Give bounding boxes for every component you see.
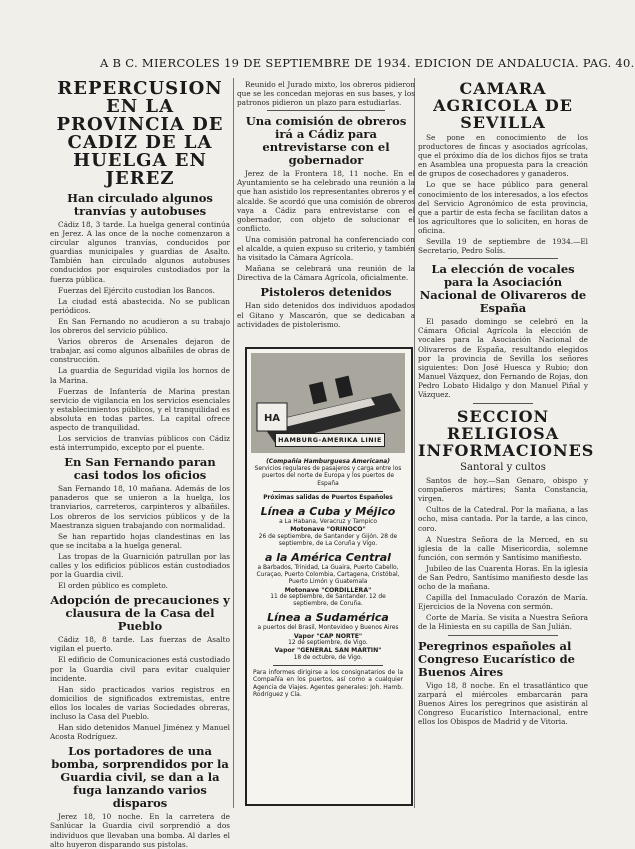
divider xyxy=(273,491,383,492)
paragraph: Jubileo de las Cuarenta Horas. En la iglesia de San Pedro, Santísimo manifiesto desde las ocho de la mañana. xyxy=(418,563,588,592)
subhead-san-fernando: En San Fernando paran casi todos los oficios xyxy=(64,455,216,483)
departures-heading: Próximas salidas de Puertos Españoles xyxy=(263,494,393,501)
headline-huelga-jerez: REPERCUSION EN LA PROVINCIA DE CADIZ DE LA HUELGA EN JEREZ xyxy=(56,78,224,189)
paragraph: Las tropas de la Guarnición patrullan por las calles y los edificios públicos están custodiados por la Guardia civil. xyxy=(50,551,230,580)
paragraph: El edificio de Comunicaciones está custodiado por la Guardia civil para evitar cualquier incidente. xyxy=(50,655,230,683)
subhead-bomba: Los portadores de una bomba, sorprendidos por la Guardia civil, se dan a la fuga lanzando varios disparos xyxy=(51,744,229,811)
departure-dates: 12 de septiembre, de Vigo. xyxy=(288,640,368,647)
divider xyxy=(273,665,383,666)
subhead-olivareros: La elección de vocales para la Asociación Nacional de Olivareros de España xyxy=(419,262,587,316)
paragraph: Los servicios de tranvías públicos con Cádiz está interrumpido, excepto por el puente. xyxy=(50,434,230,453)
route-cuba-mejico: Línea a Cuba y Méjico xyxy=(260,505,396,519)
paragraph: Varios obreros de Arsenales dejaron de trabajar, así como algunos albañiles de obras de construcción. xyxy=(50,337,230,365)
subhead-peregrinos: Peregrinos españoles al Congreso Eucarístico de Buenos Aires xyxy=(418,638,575,679)
paragraph: Han sido detenidos Manuel Jiménez y Manuel Acosta Rodríguez. xyxy=(50,723,230,742)
agents-note: Para informes dirigirse a los consignatarios de la Compañía en los puertos, así como a cualquier Agencia de Viajes. Agentes generales: Joh. Hamb. Rodríguez y Cía. xyxy=(253,668,403,699)
paragraph: A Nuestra Señora de la Merced, en su iglesia de la calle Misericordia, solemne función, con sermón y Santísimo manifiesto. xyxy=(418,534,588,562)
paragraph: Han sido detenidos dos individuos apodados el Gitano y Mascarón, que se dedicaban a actividades de pistolerismo. xyxy=(237,301,415,329)
svg-text:HA: HA xyxy=(263,413,281,424)
shipping-advertisement xyxy=(245,347,413,806)
headline-seccion-religiosa: SECCION RELIGIOSA INFORMACIONES xyxy=(418,407,595,461)
company-description: Servicios regulares de pasajeros y carga entre los puertos del norte de Europa y los puertos de España xyxy=(254,466,402,487)
paragraph: Han sido practicados varios registros en domicilios de significados extremistas, entre ellos los locales de varias Sociedades obreras, incluso la Casa del Pueblo. xyxy=(50,684,230,722)
ship-name: Vapor "CAP NORTE" xyxy=(293,632,363,640)
paragraph: La ciudad está abastecida. No se publican periódicos. xyxy=(50,296,230,315)
subhead-comision-obreros: Una comisión de obreros irá a Cádiz para entrevistarse con el gobernador xyxy=(245,114,407,168)
paragraph: Sevilla 19 de septiembre de 1934.—El Secretario, Pedro Solís. xyxy=(418,237,588,256)
departure-dates: 11 de septiembre, de Santander. 12 de septiembre, de Coruña. xyxy=(270,594,386,608)
paragraph: Fuerzas del Ejército custodian los Bancos. xyxy=(58,285,215,295)
departure-dates: 18 de octubre, de Vigo. xyxy=(293,654,363,661)
paragraph: Cádiz 18, 3 tarde. La huelga general continúa en Jerez. A las once de la noche comenzaron a circular algunos tranvías, conducidos por guardias municipales y guardias de Asalto. También han circulado algunos autobuses conducidos por esquiroles custodiados por la fuerza pública. xyxy=(50,220,230,284)
company-name: (Compañía Hamburguesa Americana) xyxy=(266,459,390,465)
subhead-pistoleros: Pistoleros detenidos xyxy=(260,285,392,300)
paragraph: Corte de María. Se visita a Nuestra Señora de la Hiniesta en su capilla de San Julián. xyxy=(418,613,588,632)
paragraph: Reunido el Jurado mixto, los obreros pidieron que se les concedan mejoras en sus bases, y los patronos pidieron un plazo para estudiarlas. xyxy=(237,80,415,108)
divider xyxy=(267,110,385,111)
page-header: A B C. MIERCOLES 19 DE SEPTIEMBRE DE 1934. EDICION DE ANDALUCIA. PAG. 40. xyxy=(100,56,635,70)
route-sudamerica: Línea a Sudamérica xyxy=(267,611,389,625)
column-rule xyxy=(233,78,234,808)
headline-camara-agricola: CAMARA AGRICOLA DE SEVILLA xyxy=(433,79,573,132)
route-america-central: a la América Central xyxy=(265,551,391,565)
divider xyxy=(473,403,533,404)
paragraph: El orden público es completo. xyxy=(58,581,168,591)
paragraph: Santos de hoy.—San Genaro, obispo y compañeros mártires; Santa Constancia, virgen. xyxy=(418,476,588,504)
route-ports: a Barbados, Trinidad, La Guaira, Puerto Cabello, Curaçao, Puerto Colombia, Cartagena, Cristóbal, Puerto Limón y Guatemala xyxy=(256,565,400,586)
hamburg-amerika-logo: HAMBURG-AMERIKA LINIE xyxy=(275,433,385,447)
paragraph: Vigo 18, 8 noche. En el trasatlántico que zarpará el miércoles embarcarán para Buenos Aires los peregrinos que asistirán al Congreso Eucarístico Internacional, entre ellos los Obispos de Madrid y de Vitoria. xyxy=(418,680,588,726)
subhead-precauciones: Adopción de precauciones y clausura de la Casa del Pueblo xyxy=(50,593,230,634)
paragraph: Fuerzas de Infantería de Marina prestan servicio de vigilancia en los servicios esenciales y establecimientos públicos, y el tranquilidad es absoluta en todas partes. La capital ofrece aspecto de tranquilidad. xyxy=(50,386,230,432)
paragraph: El pasado domingo se celebró en la Cámara Oficial Agrícola la elección de vocales para la Asociación Nacional de Olivareros de España, resultando elegidos por la provincia de Sevilla los señores siguientes: Don José Huesca y Rubio; don Manuel Vázquez, don Fernando de Rojas, don Pedro Lobato Hidalgo y don Manuel Piñal y Vázquez. xyxy=(418,317,588,399)
route-ports: a La Habana, Veracruz y Tampico xyxy=(279,519,377,526)
paragraph: En San Fernando no acudieron a su trabajo los obreros del servicio público. xyxy=(50,316,230,336)
paragraph: San Fernando 18, 10 mañana. Además de los panaderos que se unieron a la huelga, los tranviarios, carreteros, carpinteros y albañiles. Los obreros de los servicios públicos y de la Maestranza siguen trabajando con normalidad. xyxy=(50,484,230,530)
column-left xyxy=(50,78,230,849)
column-right xyxy=(418,79,595,808)
departure-dates: 26 de septiembre, de Santander y Gijón. 28 de septiembre, de La Coruña y Vigo. xyxy=(258,533,398,547)
ship-name: Motonave "ORINOCO" xyxy=(290,526,366,534)
ship-name: Motonave "CORDILLERA" xyxy=(284,586,372,594)
paragraph: Jerez de la Frontera 18, 11 noche. En el Ayuntamiento se ha celebrado una reunión a la que han asistido los representantes obreros y el alcalde. Se acordó que una comisión de obreros vaya a Cádiz para entrevistarse con el gobernador, con objeto de solucionar el conflicto. xyxy=(237,169,415,233)
paragraph: Jerez 18, 10 noche. En la carretera de Sanlúcar la Guardia civil sorprendió a dos individuos que llevaban una bomba. Al darles el alto huyeron disparando sus pistolas. xyxy=(50,812,230,849)
paragraph: Lo que se hace público para general conocimiento de los interesados, a los efectos del Servicio Agronómico de esta provincia, que a partir de esta fecha se facilitan datos a los agricultores que lo soliciten, en horas de oficina. xyxy=(418,180,588,235)
paragraph: Se han repartido hojas clandestinas en las que se incitaba a la huelga general. xyxy=(50,531,230,550)
column-middle xyxy=(237,80,415,342)
paragraph: Mañana se celebrará una reunión de la Directiva de la Cámara Agrícola, oficialmente. xyxy=(237,264,415,283)
paragraph: Una comisión patronal ha conferenciado con el alcalde, a quien expuso su criterio, y también ha visitado la Cámara Agrícola. xyxy=(237,234,415,263)
paragraph: Cádiz 18, 8 tarde. Las fuerzas de Asalto vigilan el puerto. xyxy=(50,635,230,654)
divider xyxy=(448,258,558,259)
ship-name: Vapor "GENERAL SAN MARTIN" xyxy=(274,647,382,655)
paragraph: Cultos de la Catedral. Por la mañana, a las ocho, misa cantada. Por la tarde, a las cinco, coro. xyxy=(418,505,588,533)
paragraph: Capilla del Inmaculado Corazón de María. Ejercicios de la Novena con sermón. xyxy=(418,593,588,612)
divider xyxy=(448,635,558,636)
subhead-tranvias: Han circulado algunos tranvías y autobuses xyxy=(67,191,213,218)
route-ports: a puertos del Brasil, Montevideo y Buenos Aires xyxy=(257,625,399,632)
paragraph: La guardia de Seguridad vigila los hornos de la Marina. xyxy=(50,366,230,385)
subhead-santoral: Santoral y cultos xyxy=(460,462,546,474)
paragraph: Se pone en conocimiento de los productores de fincas y asociados agrícolas, que el próximo día de los dichos fijos se trata en Asamblea una propuesta para la creación de grupos de cosechadores y ganaderos. xyxy=(418,133,588,179)
